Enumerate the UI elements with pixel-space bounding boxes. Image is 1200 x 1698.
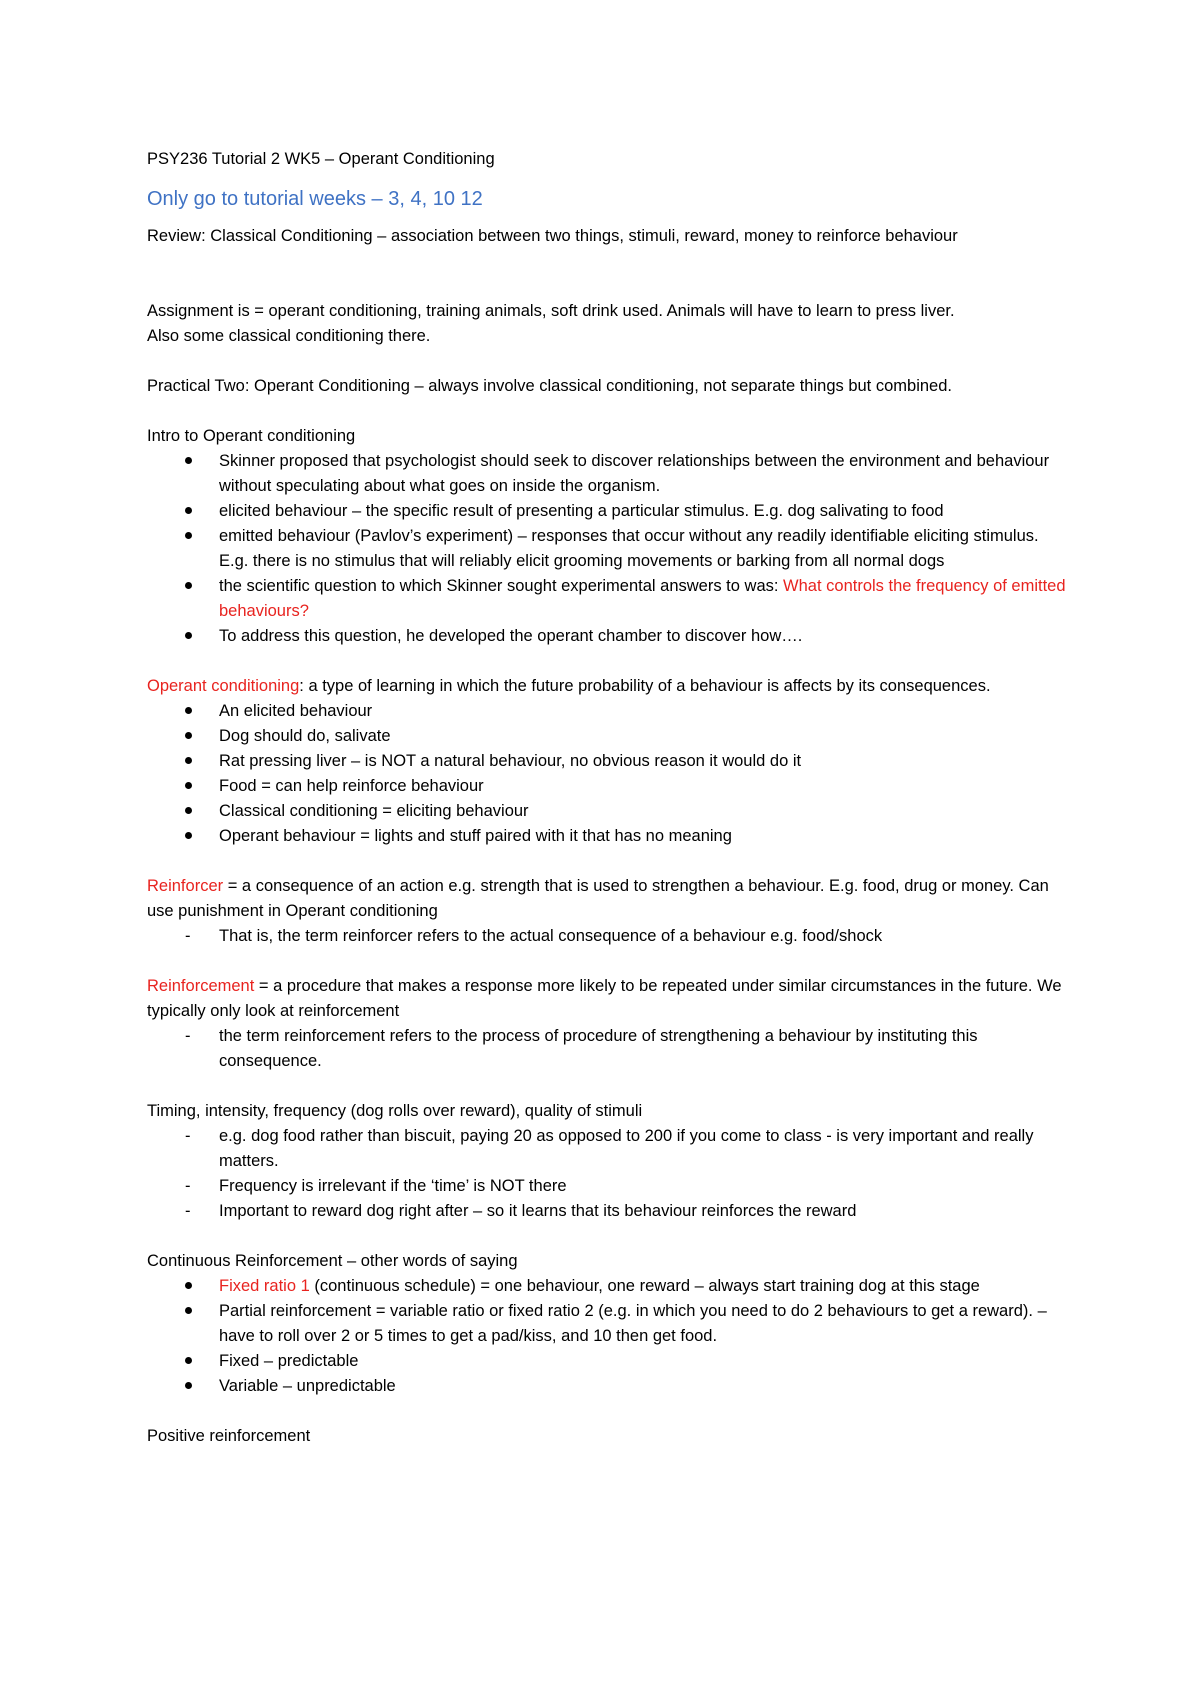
highlighted-question: What controls the frequency of emitted behaviours? — [219, 577, 1066, 620]
definition-text: : a type of learning in which the future probability of a behaviour is affects by its consequences. — [299, 677, 991, 695]
list-item — [147, 1174, 1067, 1199]
intro-bullet-list — [147, 449, 1067, 649]
reinforcement-dash-list — [147, 1024, 1067, 1074]
list-item-text: (continuous schedule) = one behaviour, one reward – always start training dog at this stage — [309, 1277, 980, 1295]
timing-dash-list — [147, 1124, 1067, 1224]
list-item-text: That is, the term reinforcer refers to the actual consequence of a behaviour e.g. food/shock — [219, 927, 883, 945]
list-item — [147, 524, 1067, 574]
tutorial-weeks-heading: Only go to tutorial weeks – 3, 4, 10 12 — [147, 188, 483, 210]
bullet-icon — [185, 799, 205, 824]
list-item — [147, 449, 1067, 499]
list-item — [147, 699, 1067, 724]
dash-icon: - — [185, 927, 191, 945]
list-item-text: the term reinforcement refers to the process of procedure of strengthening a behaviour by instituting this consequence. — [219, 1027, 978, 1070]
list-item — [147, 499, 1067, 524]
definition-text: = a consequence of an action e.g. strength that is used to strengthen a behaviour. E.g. food, drug or money. Can use punishment in Operant conditioning — [147, 877, 1049, 920]
bullet-icon — [185, 1299, 205, 1324]
list-item-text: Frequency is irrelevant if the ‘time’ is NOT there — [219, 1177, 567, 1195]
reinforcement-definition — [147, 974, 1067, 1024]
list-item — [147, 574, 1067, 624]
list-item — [147, 1349, 1067, 1374]
bullet-icon — [185, 1374, 205, 1399]
continuous-heading: Continuous Reinforcement – other words of saying — [147, 1252, 518, 1270]
list-item-text: Dog should do, salivate — [219, 727, 391, 745]
list-item — [147, 1199, 1067, 1224]
list-item — [147, 924, 1067, 949]
operant-definition — [147, 674, 1067, 699]
assignment-paragraph — [147, 299, 1067, 349]
bullet-icon — [185, 499, 205, 524]
intro-heading: Intro to Operant conditioning — [147, 427, 356, 445]
reinforcer-definition — [147, 874, 1067, 924]
dash-icon: - — [185, 1177, 191, 1195]
bullet-icon — [185, 774, 205, 799]
dash-icon: - — [185, 1127, 191, 1145]
list-item — [147, 824, 1067, 849]
list-item — [147, 1274, 1067, 1299]
list-item-text: Partial reinforcement = variable ratio or fixed ratio 2 (e.g. in which you need to do 2 behaviours to get a reward). – have to roll over 2 or 5 times to get a pad/kiss, and 10 then get food. — [219, 1302, 1047, 1345]
list-item — [147, 749, 1067, 774]
list-item — [147, 624, 1067, 649]
bullet-icon — [185, 574, 205, 599]
list-item-text: An elicited behaviour — [219, 702, 373, 720]
list-item-text: elicited behaviour – the specific result of presenting a particular stimulus. E.g. dog salivating to food — [219, 502, 944, 520]
list-item-text: To address this question, he developed the operant chamber to discover how…. — [219, 627, 803, 645]
list-item-text: Variable – unpredictable — [219, 1377, 396, 1395]
positive-reinforcement-heading: Positive reinforcement — [147, 1427, 311, 1445]
list-item-text: Skinner proposed that psychologist should seek to discover relationships between the environment and behaviour without speculating about what goes on inside the organism. — [219, 452, 1050, 495]
bullet-icon — [185, 699, 205, 724]
bullet-icon — [185, 1274, 205, 1299]
list-item — [147, 1024, 1067, 1074]
list-item-text: Important to reward dog right after – so it learns that its behaviour reinforces the reward — [219, 1202, 857, 1220]
bullet-icon — [185, 724, 205, 749]
definition-text: = a procedure that makes a response more likely to be repeated under similar circumstances in the future. We typically only look at reinforcement — [147, 977, 1062, 1020]
timing-heading: Timing, intensity, frequency (dog rolls over reward), quality of stimuli — [147, 1102, 643, 1120]
list-item-text: Operant behaviour = lights and stuff paired with it that has no meaning — [219, 827, 732, 845]
list-item — [147, 774, 1067, 799]
list-item-text: Rat pressing liver – is NOT a natural behaviour, no obvious reason it would do it — [219, 752, 802, 770]
bullet-icon — [185, 1349, 205, 1374]
continuous-bullet-list — [147, 1274, 1067, 1399]
list-item-text: Classical conditioning = eliciting behaviour — [219, 802, 529, 820]
assignment-line: Also some classical conditioning there. — [147, 327, 431, 345]
reinforcer-dash-list — [147, 924, 1067, 949]
document-title: PSY236 Tutorial 2 WK5 – Operant Conditioning — [147, 150, 495, 168]
list-item-text: emitted behaviour (Pavlov’s experiment) – responses that occur without any readily identifiable eliciting stimulus. E.g. there is no stimulus that will reliably elicit grooming movements or barking from all normal dogs — [219, 527, 1039, 570]
list-item-text: Fixed – predictable — [219, 1352, 359, 1370]
list-item-text: Food = can help reinforce behaviour — [219, 777, 484, 795]
bullet-icon — [185, 624, 205, 649]
practical-paragraph: Practical Two: Operant Conditioning – always involve classical conditioning, not separate things but combined. — [147, 377, 952, 395]
assignment-line: Assignment is = operant conditioning, training animals, soft drink used. Animals will have to learn to press liver. — [147, 302, 955, 320]
highlighted-term: Fixed ratio 1 — [219, 1277, 310, 1295]
list-item — [147, 1374, 1067, 1399]
bullet-icon — [185, 824, 205, 849]
document-page — [147, 147, 1067, 1449]
list-item-text: the scientific question to which Skinner sought experimental answers to was: — [219, 577, 784, 595]
list-item — [147, 1299, 1067, 1349]
bullet-icon — [185, 449, 205, 474]
list-item-text: e.g. dog food rather than biscuit, paying 20 as opposed to 200 if you come to class - is very important and really matters. — [219, 1127, 1034, 1170]
bullet-icon — [185, 524, 205, 549]
dash-icon: - — [185, 1202, 191, 1220]
highlighted-term: Reinforcer — [147, 877, 224, 895]
list-item — [147, 724, 1067, 749]
list-item — [147, 799, 1067, 824]
operant-bullet-list — [147, 699, 1067, 849]
highlighted-term: Reinforcement — [147, 977, 255, 995]
list-item — [147, 1124, 1067, 1174]
bullet-icon — [185, 749, 205, 774]
review-paragraph: Review: Classical Conditioning – association between two things, stimuli, reward, money to reinforce behaviour — [147, 227, 958, 245]
dash-icon: - — [185, 1027, 191, 1045]
highlighted-term: Operant conditioning — [147, 677, 300, 695]
